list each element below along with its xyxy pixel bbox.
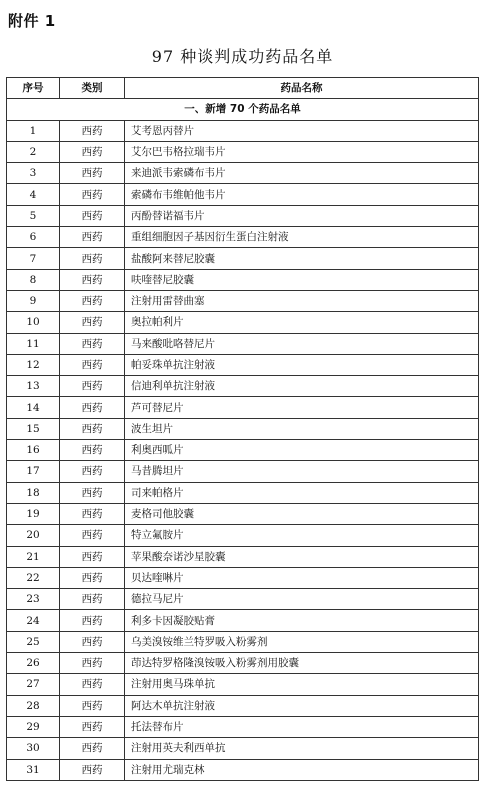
row-no: 29	[7, 716, 60, 737]
table-row	[7, 227, 479, 248]
row-drug-name: 波生坦片	[125, 418, 479, 439]
table-row	[7, 184, 479, 205]
row-no: 28	[7, 695, 60, 716]
row-category: 西药	[60, 567, 125, 588]
row-category: 西药	[60, 333, 125, 354]
table-row	[7, 653, 479, 674]
row-category: 西药	[60, 631, 125, 652]
row-drug-name: 茚达特罗格隆溴铵吸入粉雾剂用胶囊	[125, 653, 479, 674]
table-row	[7, 397, 479, 418]
row-category: 西药	[60, 312, 125, 333]
row-category: 西药	[60, 418, 125, 439]
table-row	[7, 163, 479, 184]
row-category: 西药	[60, 461, 125, 482]
table-row	[7, 695, 479, 716]
row-category: 西药	[60, 354, 125, 375]
table-row	[7, 205, 479, 226]
row-no: 9	[7, 290, 60, 311]
row-no: 2	[7, 141, 60, 162]
row-no: 14	[7, 397, 60, 418]
table-row	[7, 610, 479, 631]
row-category: 西药	[60, 525, 125, 546]
table-row	[7, 354, 479, 375]
row-category: 西药	[60, 716, 125, 737]
row-drug-name: 信迪利单抗注射液	[125, 376, 479, 397]
row-category: 西药	[60, 759, 125, 780]
row-category: 西药	[60, 589, 125, 610]
row-category: 西药	[60, 269, 125, 290]
row-no: 23	[7, 589, 60, 610]
row-drug-name: 奥拉帕利片	[125, 312, 479, 333]
table-header-row	[7, 78, 479, 99]
row-category: 西药	[60, 695, 125, 716]
row-category: 西药	[60, 141, 125, 162]
table-row	[7, 716, 479, 737]
row-no: 26	[7, 653, 60, 674]
row-no: 24	[7, 610, 60, 631]
row-drug-name: 司来帕格片	[125, 482, 479, 503]
row-category: 西药	[60, 440, 125, 461]
section-row	[7, 99, 479, 120]
drug-list-table	[6, 77, 479, 781]
row-category: 西药	[60, 120, 125, 141]
row-category: 西药	[60, 184, 125, 205]
row-category: 西药	[60, 503, 125, 524]
row-category: 西药	[60, 163, 125, 184]
row-category: 西药	[60, 546, 125, 567]
row-drug-name: 艾尔巴韦格拉瑞韦片	[125, 141, 479, 162]
row-no: 16	[7, 440, 60, 461]
row-no: 7	[7, 248, 60, 269]
row-no: 6	[7, 227, 60, 248]
row-no: 12	[7, 354, 60, 375]
row-drug-name: 贝达喹啉片	[125, 567, 479, 588]
row-no: 22	[7, 567, 60, 588]
row-category: 西药	[60, 376, 125, 397]
row-no: 15	[7, 418, 60, 439]
row-no: 17	[7, 461, 60, 482]
table-row	[7, 440, 479, 461]
table-row	[7, 290, 479, 311]
row-drug-name: 注射用奥马珠单抗	[125, 674, 479, 695]
row-drug-name: 注射用雷替曲塞	[125, 290, 479, 311]
row-no: 27	[7, 674, 60, 695]
section-title: 一、新增 70 个药品名单	[7, 99, 479, 120]
row-drug-name: 托法替布片	[125, 716, 479, 737]
row-drug-name: 苹果酸奈诺沙星胶囊	[125, 546, 479, 567]
row-category: 西药	[60, 397, 125, 418]
table-row	[7, 120, 479, 141]
row-drug-name: 乌美溴铵维兰特罗吸入粉雾剂	[125, 631, 479, 652]
row-no: 5	[7, 205, 60, 226]
row-no: 30	[7, 738, 60, 759]
row-no: 31	[7, 759, 60, 780]
row-drug-name: 来迪派韦索磷布韦片	[125, 163, 479, 184]
row-drug-name: 帕妥珠单抗注射液	[125, 354, 479, 375]
row-no: 4	[7, 184, 60, 205]
table-row	[7, 312, 479, 333]
row-category: 西药	[60, 290, 125, 311]
row-no: 3	[7, 163, 60, 184]
table-row	[7, 589, 479, 610]
row-drug-name: 盐酸阿来替尼胶囊	[125, 248, 479, 269]
row-category: 西药	[60, 248, 125, 269]
table-row	[7, 503, 479, 524]
table-row	[7, 674, 479, 695]
row-category: 西药	[60, 653, 125, 674]
row-category: 西药	[60, 738, 125, 759]
row-drug-name: 阿达木单抗注射液	[125, 695, 479, 716]
header-drug-name: 药品名称	[125, 78, 479, 99]
row-drug-name: 麦格司他胶囊	[125, 503, 479, 524]
row-no: 21	[7, 546, 60, 567]
header-no: 序号	[7, 78, 60, 99]
table-row	[7, 482, 479, 503]
table-row	[7, 738, 479, 759]
table-row	[7, 631, 479, 652]
row-drug-name: 丙酚替诺福韦片	[125, 205, 479, 226]
row-drug-name: 马昔腾坦片	[125, 461, 479, 482]
row-no: 20	[7, 525, 60, 546]
attachment-label: 附件 1	[8, 12, 56, 30]
table-row	[7, 141, 479, 162]
table-row	[7, 269, 479, 290]
row-no: 10	[7, 312, 60, 333]
row-drug-name: 呋喹替尼胶囊	[125, 269, 479, 290]
table-row	[7, 525, 479, 546]
row-drug-name: 芦可替尼片	[125, 397, 479, 418]
row-category: 西药	[60, 674, 125, 695]
row-no: 13	[7, 376, 60, 397]
row-category: 西药	[60, 610, 125, 631]
table-row	[7, 376, 479, 397]
table-row	[7, 418, 479, 439]
row-no: 25	[7, 631, 60, 652]
row-no: 19	[7, 503, 60, 524]
row-drug-name: 索磷布韦维帕他韦片	[125, 184, 479, 205]
table-row	[7, 546, 479, 567]
row-drug-name: 注射用英夫利西单抗	[125, 738, 479, 759]
header-category: 类别	[60, 78, 125, 99]
table-row	[7, 461, 479, 482]
row-no: 1	[7, 120, 60, 141]
row-drug-name: 重组细胞因子基因衍生蛋白注射液	[125, 227, 479, 248]
row-drug-name: 马来酸吡咯替尼片	[125, 333, 479, 354]
row-no: 11	[7, 333, 60, 354]
table-row	[7, 567, 479, 588]
table-row	[7, 248, 479, 269]
row-drug-name: 特立氟胺片	[125, 525, 479, 546]
page-title: 97 种谈判成功药品名单	[151, 47, 334, 66]
row-drug-name: 艾考恩丙替片	[125, 120, 479, 141]
row-category: 西药	[60, 205, 125, 226]
row-no: 18	[7, 482, 60, 503]
row-category: 西药	[60, 227, 125, 248]
row-drug-name: 利奥西呱片	[125, 440, 479, 461]
table-row	[7, 333, 479, 354]
row-category: 西药	[60, 482, 125, 503]
row-drug-name: 德拉马尼片	[125, 589, 479, 610]
row-drug-name: 注射用尤瑞克林	[125, 759, 479, 780]
row-no: 8	[7, 269, 60, 290]
table-row	[7, 759, 479, 780]
row-drug-name: 利多卡因凝胶贴膏	[125, 610, 479, 631]
